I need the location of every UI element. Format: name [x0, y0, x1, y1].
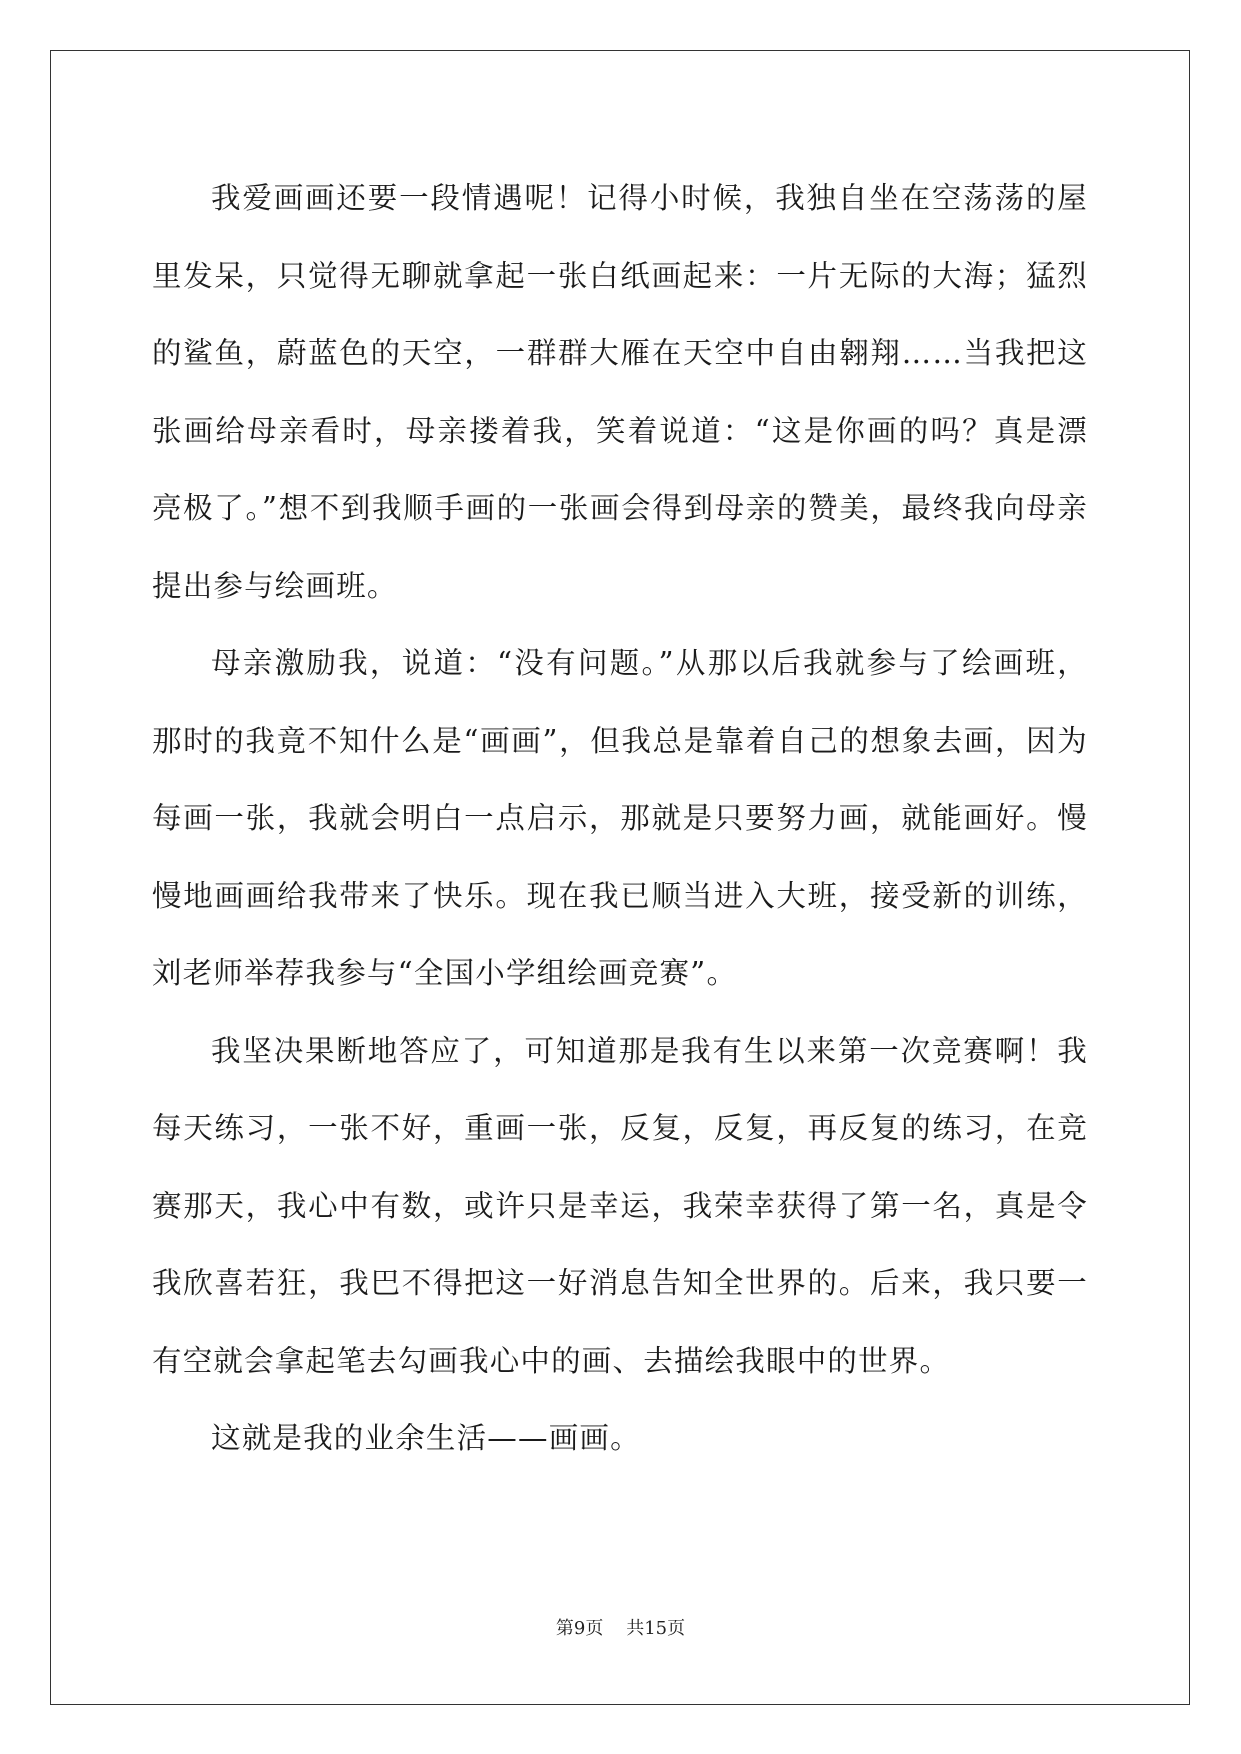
page-number: 第9页 [555, 1618, 604, 1639]
paragraph: 我坚决果断地答应了，可知道那是我有生以来第一次竞赛啊！我每天练习，一张不好，重画一张，反复，反复，再反复的练习，在竞赛那天，我心中有数，或许只是幸运，我荣幸获得了第一名，真是令我欣喜若狂，我巴不得把这一好消息告知全世界的。后来，我只要一有空就会拿起笔去勾画我心中的画、去描绘我眼中的世界。 [152, 1033, 1088, 1378]
page-footer [0, 1614, 1241, 1640]
document-body [152, 160, 1088, 1478]
paragraph: 这就是我的业余生活——画画。 [211, 1421, 641, 1455]
paragraph: 我爱画画还要一段情遇呢！记得小时候，我独自坐在空荡荡的屋里发呆，只觉得无聊就拿起一张白纸画起来：一片无际的大海；猛烈的鲨鱼，蔚蓝色的天空，一群群大雁在天空中自由翱翔……当我把这张画给母亲看时，母亲搂着我，笑着说道：“这是你画的吗？真是漂亮极了。”想不到我顺手画的一张画会得到母亲的赞美，最终我向母亲提出参与绘画班。 [152, 181, 1088, 603]
page-total: 共15页 [626, 1618, 686, 1639]
paragraph: 母亲激励我，说道：“没有问题。”从那以后我就参与了绘画班，那时的我竟不知什么是“画画”，但我总是靠着自己的想象去画，因为每画一张，我就会明白一点启示，那就是只要努力画，就能画好。慢慢地画画给我带来了快乐。现在我已顺当进入大班，接受新的训练，刘老师举荐我参与“全国小学组绘画竞赛”。 [152, 646, 1088, 990]
